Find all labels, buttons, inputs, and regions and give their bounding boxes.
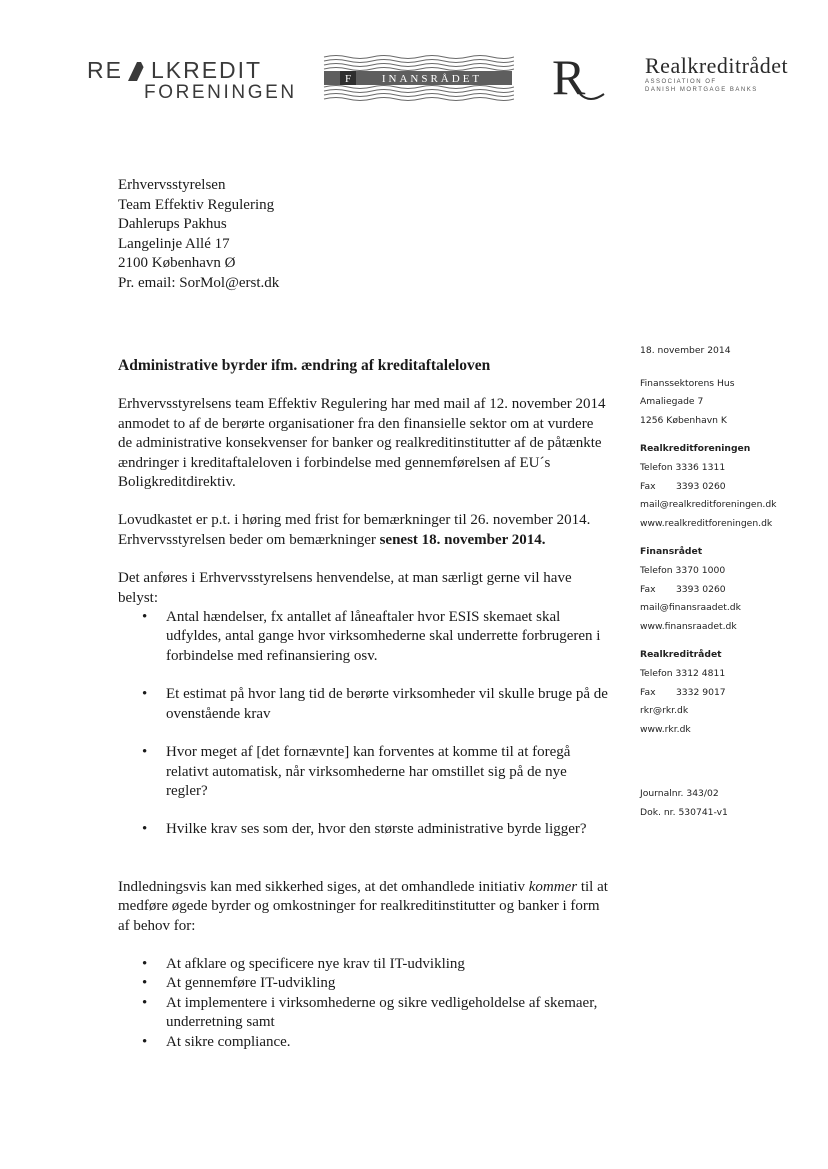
list-item: • At implementere i virksomhederne og sikre vedligeholdelse af skemaer, underretning samt — [142, 994, 598, 1031]
fr-email: mail@finansraadet.dk — [640, 602, 741, 614]
paragraph-1: Erhvervsstyrelsens team Effektiv Regulering har med mail af 12. november 2014 anmodet to af de berørte organisationer fra den finansielle sektor om at vurdere de administrative konsekvenser for banker og realkreditinstitutter af de påtænkte ændringer i kreditaftaleloven i forbindelse med gennemførelsen af EU´s Boligkreditdirektiv. — [118, 396, 606, 491]
bullet-icon: • — [142, 955, 148, 972]
letter-body — [118, 356, 610, 1052]
rkr-title: Realkreditrådet — [640, 649, 722, 661]
fr-web: www.finansraadet.dk — [640, 620, 737, 632]
paragraph-2 — [118, 511, 610, 550]
fr-title: Finansrådet — [640, 546, 703, 558]
bullet-icon: • — [142, 686, 148, 703]
address-line: Langelinje Allé 17 — [118, 235, 230, 252]
org-city: 1256 København K — [640, 414, 727, 426]
bullet-icon: • — [142, 1033, 148, 1050]
address-line: Pr. email: SorMol@erst.dk — [118, 274, 280, 291]
rkr-web: www.rkr.dk — [640, 723, 691, 735]
logo-subtext: DANISH MORTGAGE BANKS — [645, 87, 758, 93]
logo-text: INANSRÅDET — [381, 73, 483, 85]
needs-list — [118, 955, 610, 1052]
logo-text: Realkreditrådet — [645, 53, 789, 78]
recipient-address — [118, 176, 279, 293]
rf-email: mail@realkreditforeningen.dk — [640, 499, 777, 511]
wave-pattern-icon — [322, 53, 514, 103]
address-line: Team Effektiv Regulering — [118, 196, 275, 213]
list-item: • At gennemføre IT-udvikling — [118, 974, 610, 993]
paragraph-4 — [118, 878, 610, 936]
bullet-icon: • — [142, 609, 148, 626]
list-item: • Et estimat på hvor lang tid de berørte virksomheder vil skulle bruge på de ovenstående krav — [142, 686, 608, 722]
logo-subtext: FORENINGEN — [144, 82, 297, 103]
bullet-icon: • — [142, 994, 148, 1011]
list-item: • Hvor meget af [det fornævnte] kan forventes at komme til at foregå relativt automatisk, når virksomhederne har omstillet sig på de nye regler? — [142, 744, 571, 799]
logo-mark-icon — [126, 60, 148, 81]
list-item: • At afklare og specificere nye krav til IT-udvikling — [118, 955, 610, 974]
bullet-icon: • — [142, 821, 148, 838]
emphasis-text: kommer — [528, 878, 578, 895]
logo-text: LKREDIT — [150, 57, 263, 83]
paragraph-text: til at medføre øgede byrder og omkostninger for realkreditinstitutter og banker i form af behov for: — [118, 878, 608, 934]
sender-sidebar — [640, 342, 820, 822]
fr-fax: Fax 3393 0260 — [640, 583, 726, 595]
list-item: • Antal hændelser, fx antallet af låneaftaler hvor ESIS skemaet skal udfyldes, antal gange hvor virksomhederne skal underrette forbrugeren i forbindelse med refinansiering osv. — [142, 609, 601, 664]
address-line: Dahlerups Pakhus — [118, 216, 227, 232]
paragraph-3: Det anføres i Erhvervsstyrelsens henvendelse, at man særligt gerne vil have belyst: — [118, 570, 572, 606]
document-number: Dok. nr. 530741-v1 — [640, 806, 728, 818]
rkr-email: rkr@rkr.dk — [640, 705, 689, 717]
journal-number: Journalnr. 343/02 — [640, 788, 719, 800]
list-item: • Hvilke krav ses som der, hvor den største administrative byrde ligger? — [118, 820, 610, 839]
bullet-icon: • — [142, 744, 148, 761]
question-list — [118, 608, 610, 840]
rf-phone: Telefon 3336 1311 — [640, 461, 726, 473]
deadline-text: senest 18. november 2014. — [379, 531, 546, 548]
realkreditraadet-logo — [645, 54, 795, 99]
list-item: • At sikre compliance. — [118, 1033, 610, 1052]
realkreditraadet-mark — [550, 50, 608, 106]
rkr-fax: Fax 3332 9017 — [640, 686, 726, 698]
address-line: Erhvervsstyrelsen — [118, 177, 226, 193]
rf-fax: Fax 3393 0260 — [640, 480, 726, 492]
org-street: Amaliegade 7 — [640, 396, 704, 408]
r-monogram-icon: R — [552, 50, 586, 105]
rkr-phone: Telefon 3312 4811 — [640, 667, 726, 679]
org-name: Finanssektorens Hus — [640, 377, 735, 389]
letter-date: 18. november 2014 — [640, 345, 731, 356]
address-line: 2100 København Ø — [118, 255, 236, 271]
logo-letter: F — [344, 73, 352, 85]
paragraph-text: Lovudkastet er p.t. i høring med frist for bemærkninger til 26. november 2014. Erhvervsstyrelsen beder om bemærkninger — [118, 512, 591, 548]
letter-subject: Administrative byrder ifm. ændring af kreditaftaleloven — [118, 357, 491, 374]
realkreditforeningen-logo — [87, 57, 297, 108]
rf-title: Realkreditforeningen — [640, 443, 751, 455]
paragraph-text: Indledningsvis kan med sikkerhed siges, at det omhandlede initiativ — [118, 878, 529, 895]
fr-phone: Telefon 3370 1000 — [640, 564, 726, 576]
bullet-icon: • — [142, 975, 148, 992]
logo-text: RE — [87, 57, 123, 83]
rf-web: www.realkreditforeningen.dk — [640, 517, 773, 529]
finansraadet-logo — [322, 53, 514, 103]
logo-subtext: ASSOCIATION OF — [645, 79, 717, 85]
